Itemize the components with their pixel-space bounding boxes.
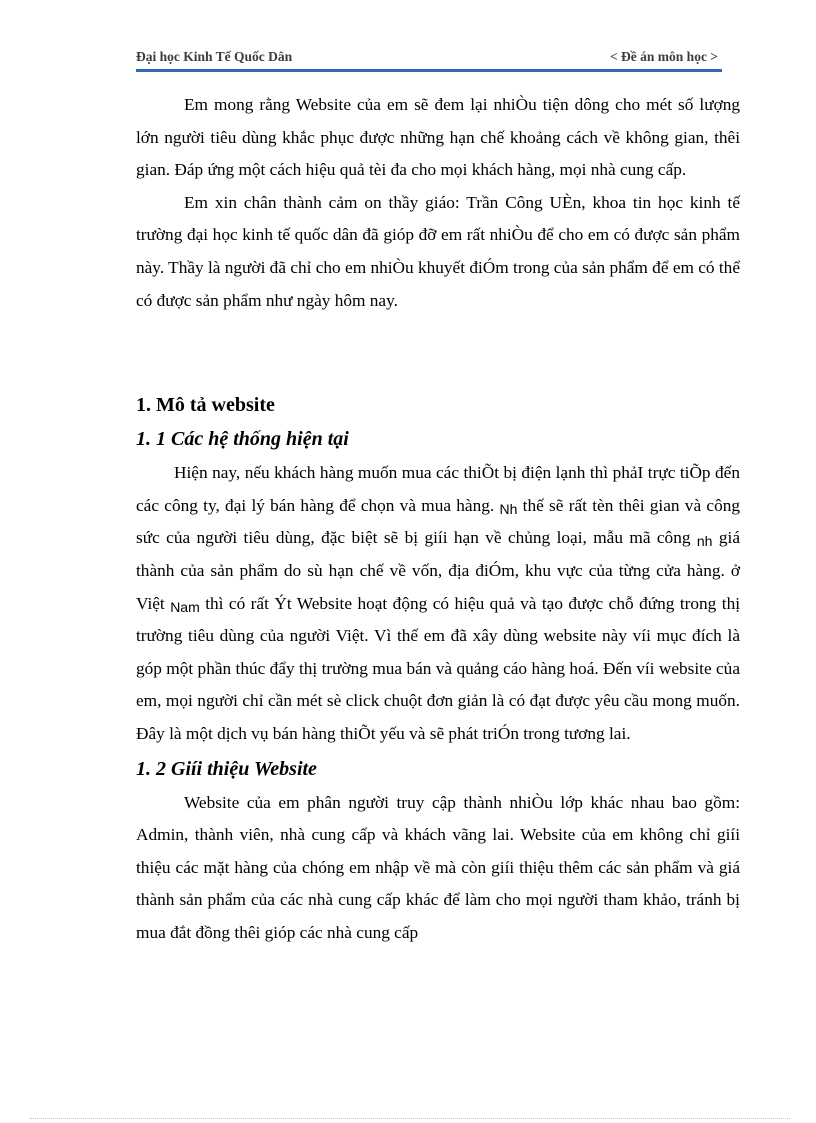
text-run: Hiện nay, nếu khách hàng muốn mua các thiÕt bị điện lạnh thì phảI trực tiÕp đến các công ty, đại lý bán hàng để chọn và mua hàng. <box>136 463 740 515</box>
section-title: 1. Mô tả website <box>136 394 275 417</box>
subsection-1-paragraph <box>136 457 740 750</box>
intro-paragraph-2: Em xin chân thành cảm on thầy giáo: Trần Công UÈn, khoa tin học kinh tế trường đại học kinh tế quốc dân đã gióp đỡ em rất nhiÒu để cho em có được sản phẩm này. Thầy là người đã chỉ cho em nhiÒu khuyết điÓm trong của sản phẩm để em có thể có được sản phẩm như ngày hôm nay. <box>136 192 740 310</box>
text-run: thế sẽ rất tèn thêi gian và công sức của người tiêu dùng, đặc biệt sẽ bị giíi hạn về chủng loại, mẫu mã công <box>136 495 740 548</box>
text-run: Nh <box>499 500 518 517</box>
subsection-2-title: 1. 2 Giíi thiệu Website <box>136 757 317 780</box>
subsection-1-title: 1. 1 Các hệ thống hiện tại <box>136 428 349 451</box>
page-header <box>136 48 718 68</box>
page-bottom-divider <box>30 1118 790 1119</box>
header-rule <box>136 69 722 72</box>
document-body <box>136 89 740 949</box>
text-run: thì có rất Ýt Website hoạt động có hiệu quả và tạo được chỗ đứng trong thị trường tiêu dùng của người Việt. Vì thế em đã xây dùng website này víi mục đích là góp một phần thúc đẩy thị trường mua bán và quảng cáo hàng hoá. Đến víi website của em, mọi người chỉ cần mét sè click chuột đơn giản là có đạt được yêu cầu mong muốn. Đây là một dịch vụ bán hàng thiÕt yếu và sẽ phát triÓn trong tương lai. <box>136 593 741 743</box>
header-university: Đại học Kinh Tế Quốc Dân <box>136 49 293 64</box>
header-doc-type: < Đề án môn học > <box>609 49 718 64</box>
text-run: Nam <box>170 598 200 615</box>
intro-paragraph-1: Em mong rằng Website của em sẽ đem lại nhiÒu tiện dông cho mét số lượng lớn người tiêu dùng khắc phục được những hạn chế khoảng cách về không gian, thêi gian. Đáp ứng một cách hiệu quả tèi đa cho mọi khách hàng, mọi nhà cung cấp. <box>136 95 740 180</box>
spacer <box>136 317 740 389</box>
text-run: giá thành của sản phẩm do sù hạn chế về vốn, địa điÓm, khu vực của từng cửa hàng. ở Việt <box>136 528 740 613</box>
subsection-2-paragraph: Website của em phân người truy cập thành nhiÒu lớp khác nhau bao gồm: Admin, thành viên, nhà cung cấp và khách vãng lai. Website của em không chỉ giíi thiệu các mặt hàng của chóng em nhập về mà còn giíi thiệu thêm các sản phẩm và giá thành sản phẩm của các nhà cung cấp khác để làm cho mọi người tham khảo, tránh bị mua đắt đồng thêi gióp các nhà cung cấp <box>136 792 740 942</box>
text-run: nh <box>696 533 713 550</box>
